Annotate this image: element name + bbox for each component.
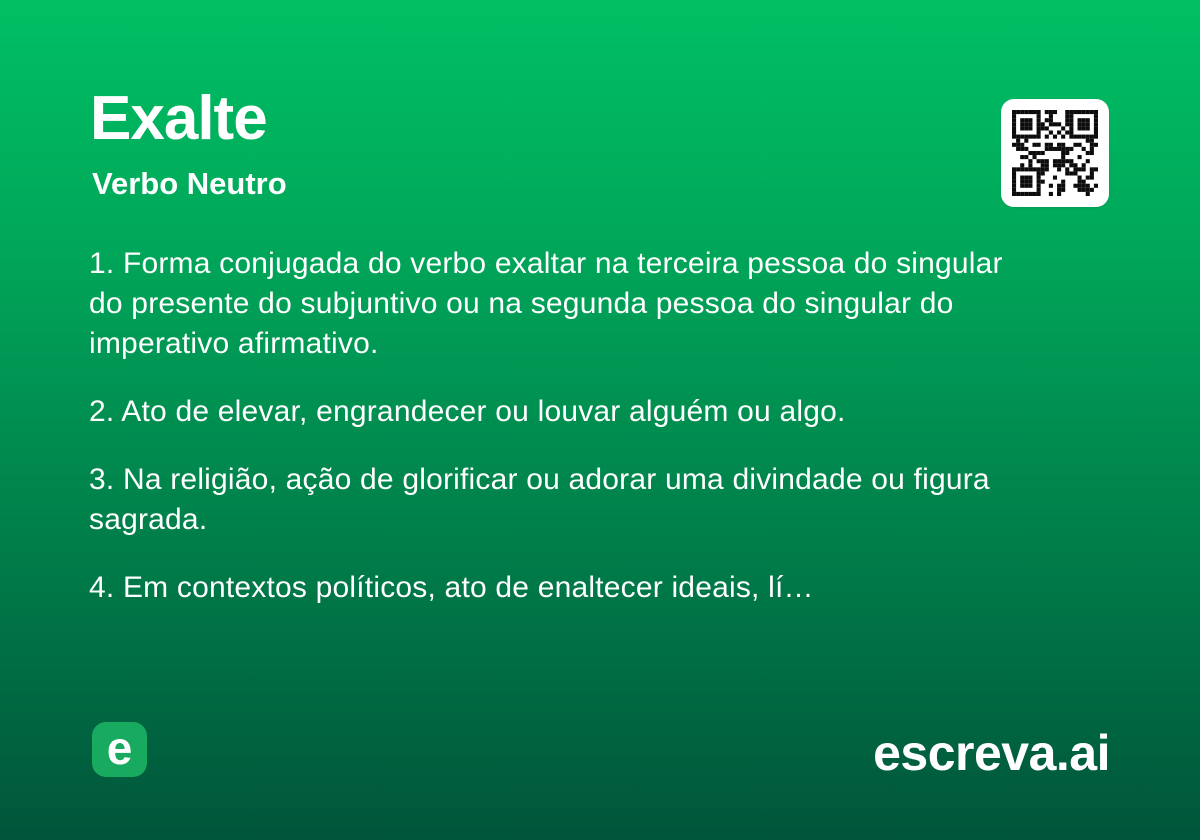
word-title: Exalte bbox=[90, 84, 267, 153]
definition-item-1: 1. Forma conjugada do verbo exaltar na terceira pessoa do singular do presente do subjuntivo ou na segunda pessoa do singular do imperativo afirmativo. bbox=[89, 247, 1003, 360]
definition-item-3: 3. Na religião, ação de glorificar ou adorar uma divindade ou figura sagrada. bbox=[89, 463, 990, 536]
definition-item-4: 4. Em contextos políticos, ato de enaltecer ideais, lí… bbox=[89, 571, 814, 604]
definition-item-2: 2. Ato de elevar, engrandecer ou louvar alguém ou algo. bbox=[89, 395, 846, 428]
qr-code-icon bbox=[1001, 99, 1109, 207]
brand-logo bbox=[92, 722, 147, 777]
brand-logo-letter: e bbox=[106, 721, 133, 774]
word-class-subtitle: Verbo Neutro bbox=[92, 166, 287, 201]
definitions-list bbox=[89, 244, 1039, 636]
brand-name: escreva.ai bbox=[873, 725, 1110, 781]
